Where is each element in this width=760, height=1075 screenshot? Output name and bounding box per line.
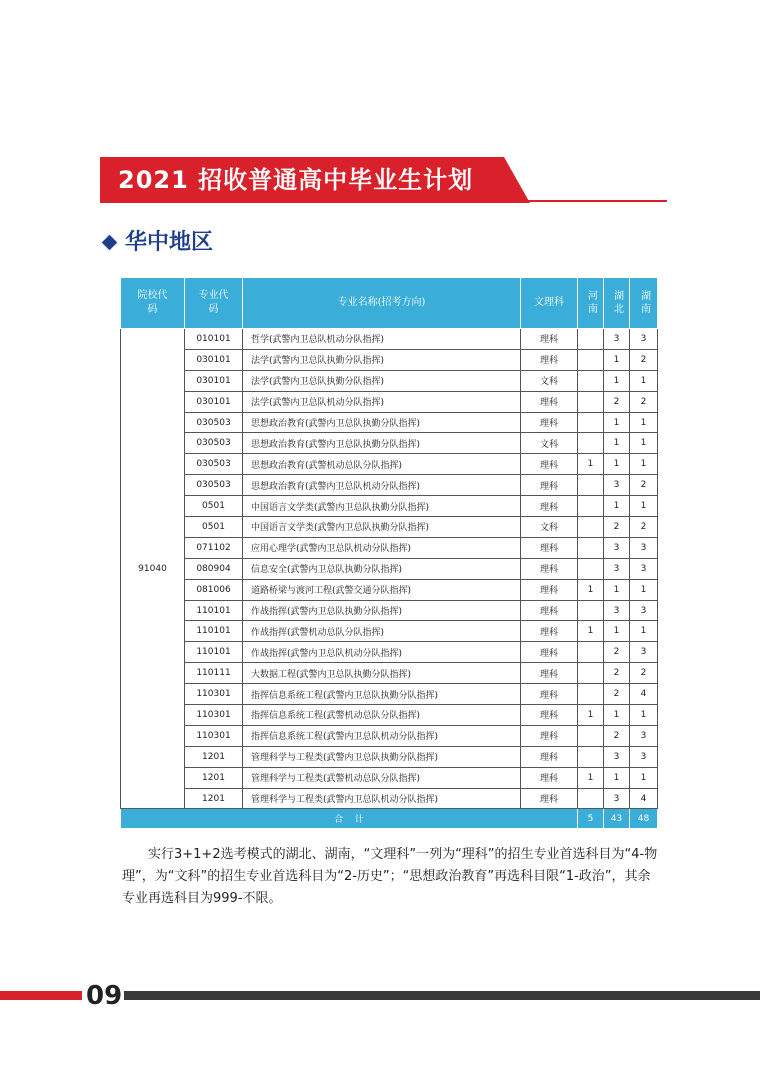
- table-row: [121, 746, 658, 767]
- hunan-cell: 3: [630, 725, 658, 746]
- track-cell: 理科: [521, 558, 578, 579]
- track-cell: 理科: [521, 642, 578, 663]
- track-cell: 理科: [521, 621, 578, 642]
- henan-cell: [578, 412, 604, 433]
- hunan-cell: 3: [630, 600, 658, 621]
- table-row: [121, 558, 658, 579]
- hubei-cell: 1: [604, 767, 630, 788]
- hubei-cell: 1: [604, 433, 630, 454]
- hunan-cell: 1: [630, 496, 658, 517]
- major-code-cell: 110111: [185, 663, 243, 684]
- track-cell: 文科: [521, 370, 578, 391]
- hubei-cell: 3: [604, 329, 630, 350]
- hubei-cell: 2: [604, 725, 630, 746]
- section-title: 华中地区: [125, 230, 214, 255]
- hubei-cell: 3: [604, 558, 630, 579]
- header-hubei: 湖北: [604, 278, 630, 329]
- hubei-cell: 1: [604, 496, 630, 517]
- hubei-cell: 1: [604, 705, 630, 726]
- diamond-bullet-icon: [102, 234, 118, 250]
- page-number: 09: [86, 981, 123, 1011]
- major-code-cell: 110301: [185, 684, 243, 705]
- track-cell: 理科: [521, 454, 578, 475]
- track-cell: 理科: [521, 746, 578, 767]
- major-name-cell: 管理科学与工程类(武警机动总队分队指挥): [243, 767, 521, 788]
- title-underline: [100, 200, 667, 202]
- track-cell: 理科: [521, 705, 578, 726]
- track-cell: 理科: [521, 537, 578, 558]
- notes-text: 实行3+1+2选考模式的湖北、湖南，“文理科”一列为“理科”的招生专业首选科目为“4-物理”，为“文科”的招生专业首选科目为“2-历史”；“思想政治教育”再选科目限“1-政治”，其余专业再选科目为999-不限。: [122, 847, 658, 906]
- major-name-cell: 中国语言文学类(武警内卫总队执勤分队指挥): [243, 517, 521, 538]
- henan-cell: [578, 684, 604, 705]
- header-school-code: 院校代码: [121, 278, 185, 329]
- henan-cell: [578, 788, 604, 809]
- major-code-cell: 0501: [185, 517, 243, 538]
- major-code-cell: 110101: [185, 621, 243, 642]
- henan-cell: [578, 558, 604, 579]
- major-code-cell: 030503: [185, 454, 243, 475]
- hubei-cell: 1: [604, 454, 630, 475]
- hubei-cell: 2: [604, 642, 630, 663]
- track-cell: 理科: [521, 663, 578, 684]
- henan-cell: 1: [578, 579, 604, 600]
- hubei-cell: 3: [604, 788, 630, 809]
- hunan-cell: 4: [630, 788, 658, 809]
- table-row: [121, 725, 658, 746]
- total-row: [121, 809, 658, 829]
- henan-cell: [578, 725, 604, 746]
- table-row: [121, 705, 658, 726]
- henan-cell: 1: [578, 454, 604, 475]
- henan-cell: [578, 349, 604, 370]
- major-code-cell: 110301: [185, 725, 243, 746]
- hubei-cell: 3: [604, 746, 630, 767]
- table-row: [121, 600, 658, 621]
- hubei-cell: 2: [604, 517, 630, 538]
- major-name-cell: 应用心理学(武警内卫总队机动分队指挥): [243, 537, 521, 558]
- header-hunan: 湖南: [630, 278, 658, 329]
- hunan-cell: 4: [630, 684, 658, 705]
- major-code-cell: 030101: [185, 370, 243, 391]
- hunan-cell: 2: [630, 517, 658, 538]
- hunan-cell: 2: [630, 663, 658, 684]
- total-hunan-cell: 48: [630, 809, 658, 829]
- major-name-cell: 指挥信息系统工程(武警内卫总队执勤分队指挥): [243, 684, 521, 705]
- school-code-cell: 91040: [121, 329, 185, 809]
- table-row: [121, 642, 658, 663]
- major-name-cell: 指挥信息系统工程(武警机动总队分队指挥): [243, 705, 521, 726]
- major-code-cell: 0501: [185, 496, 243, 517]
- track-cell: 文科: [521, 517, 578, 538]
- footer-red-bar: [0, 991, 82, 1000]
- hunan-cell: 1: [630, 370, 658, 391]
- table-row: [121, 788, 658, 809]
- track-cell: 文科: [521, 433, 578, 454]
- henan-cell: 1: [578, 767, 604, 788]
- henan-cell: [578, 496, 604, 517]
- major-name-cell: 思想政治教育(武警机动总队分队指挥): [243, 454, 521, 475]
- henan-cell: 1: [578, 705, 604, 726]
- hunan-cell: 3: [630, 746, 658, 767]
- table-row: [121, 517, 658, 538]
- henan-cell: [578, 600, 604, 621]
- total-label: 合 计: [121, 809, 578, 829]
- table-row: [121, 496, 658, 517]
- major-code-cell: 030101: [185, 349, 243, 370]
- hunan-cell: 3: [630, 329, 658, 350]
- footer-gray-bar: [124, 991, 760, 1000]
- table-row: [121, 391, 658, 412]
- section-heading: [100, 228, 213, 258]
- major-name-cell: 作战指挥(武警内卫总队机动分队指挥): [243, 642, 521, 663]
- major-code-cell: 030503: [185, 412, 243, 433]
- major-code-cell: 080904: [185, 558, 243, 579]
- hunan-cell: 3: [630, 558, 658, 579]
- track-cell: 理科: [521, 391, 578, 412]
- table-row: [121, 329, 658, 350]
- henan-cell: [578, 433, 604, 454]
- track-cell: 理科: [521, 767, 578, 788]
- table-row: [121, 454, 658, 475]
- hubei-cell: 1: [604, 349, 630, 370]
- major-name-cell: 法学(武警内卫总队执勤分队指挥): [243, 349, 521, 370]
- header-major-code: 专业代码: [185, 278, 243, 329]
- table-row: [121, 621, 658, 642]
- henan-cell: [578, 329, 604, 350]
- track-cell: 理科: [521, 788, 578, 809]
- henan-cell: [578, 475, 604, 496]
- major-code-cell: 1201: [185, 746, 243, 767]
- total-henan-cell: 5: [578, 809, 604, 829]
- table-row: [121, 767, 658, 788]
- table-header-row: [121, 278, 658, 329]
- table-row: [121, 684, 658, 705]
- major-name-cell: 指挥信息系统工程(武警内卫总队机动分队指挥): [243, 725, 521, 746]
- table-row: [121, 412, 658, 433]
- henan-cell: [578, 517, 604, 538]
- hunan-cell: 1: [630, 412, 658, 433]
- hubei-cell: 1: [604, 412, 630, 433]
- track-cell: 理科: [521, 475, 578, 496]
- hunan-cell: 2: [630, 391, 658, 412]
- track-cell: 理科: [521, 684, 578, 705]
- table-row: [121, 663, 658, 684]
- major-name-cell: 作战指挥(武警机动总队分队指挥): [243, 621, 521, 642]
- hunan-cell: 1: [630, 767, 658, 788]
- major-code-cell: 110101: [185, 642, 243, 663]
- title-banner: [100, 157, 530, 203]
- henan-cell: [578, 370, 604, 391]
- hunan-cell: 1: [630, 579, 658, 600]
- major-code-cell: 030503: [185, 475, 243, 496]
- major-name-cell: 法学(武警内卫总队机动分队指挥): [243, 391, 521, 412]
- major-code-cell: 030101: [185, 391, 243, 412]
- henan-cell: 1: [578, 621, 604, 642]
- track-cell: 理科: [521, 349, 578, 370]
- hunan-cell: 1: [630, 705, 658, 726]
- hunan-cell: 1: [630, 433, 658, 454]
- major-name-cell: 思想政治教育(武警内卫总队执勤分队指挥): [243, 412, 521, 433]
- hubei-cell: 1: [604, 621, 630, 642]
- track-cell: 理科: [521, 725, 578, 746]
- enrollment-plan-table: [120, 277, 658, 829]
- major-code-cell: 1201: [185, 788, 243, 809]
- major-code-cell: 071102: [185, 537, 243, 558]
- major-code-cell: 1201: [185, 767, 243, 788]
- major-name-cell: 作战指挥(武警内卫总队执勤分队指挥): [243, 600, 521, 621]
- major-name-cell: 法学(武警内卫总队执勤分队指挥): [243, 370, 521, 391]
- track-cell: 理科: [521, 600, 578, 621]
- track-cell: 理科: [521, 329, 578, 350]
- table-row: [121, 537, 658, 558]
- track-cell: 理科: [521, 579, 578, 600]
- major-code-cell: 110301: [185, 705, 243, 726]
- hubei-cell: 2: [604, 391, 630, 412]
- hunan-cell: 1: [630, 454, 658, 475]
- major-name-cell: 中国语言文学类(武警内卫总队执勤分队指挥): [243, 496, 521, 517]
- major-name-cell: 道路桥梁与渡河工程(武警交通分队指挥): [243, 579, 521, 600]
- table-row: [121, 475, 658, 496]
- hunan-cell: 3: [630, 642, 658, 663]
- major-name-cell: 思想政治教育(武警内卫总队机动分队指挥): [243, 475, 521, 496]
- hunan-cell: 2: [630, 475, 658, 496]
- major-name-cell: 信息安全(武警内卫总队执勤分队指挥): [243, 558, 521, 579]
- major-code-cell: 030503: [185, 433, 243, 454]
- major-code-cell: 010101: [185, 329, 243, 350]
- table-body: [121, 329, 658, 829]
- header-henan: 河南: [578, 278, 604, 329]
- hunan-cell: 2: [630, 349, 658, 370]
- track-cell: 理科: [521, 496, 578, 517]
- table-row: [121, 349, 658, 370]
- hubei-cell: 3: [604, 475, 630, 496]
- hunan-cell: 3: [630, 537, 658, 558]
- henan-cell: [578, 391, 604, 412]
- henan-cell: [578, 663, 604, 684]
- hubei-cell: 3: [604, 537, 630, 558]
- major-name-cell: 管理科学与工程类(武警内卫总队机动分队指挥): [243, 788, 521, 809]
- notes: [122, 844, 662, 910]
- major-code-cell: 081006: [185, 579, 243, 600]
- header-major-name: 专业名称(招考方向): [243, 278, 521, 329]
- major-name-cell: 大数据工程(武警内卫总队执勤分队指挥): [243, 663, 521, 684]
- henan-cell: [578, 537, 604, 558]
- total-hubei-cell: 43: [604, 809, 630, 829]
- hunan-cell: 1: [630, 621, 658, 642]
- hubei-cell: 1: [604, 370, 630, 391]
- hubei-cell: 1: [604, 579, 630, 600]
- header-track: 文理科: [521, 278, 578, 329]
- major-name-cell: 管理科学与工程类(武警内卫总队执勤分队指挥): [243, 746, 521, 767]
- track-cell: 理科: [521, 412, 578, 433]
- hubei-cell: 2: [604, 684, 630, 705]
- henan-cell: [578, 746, 604, 767]
- major-name-cell: 思想政治教育(武警内卫总队执勤分队指挥): [243, 433, 521, 454]
- major-code-cell: 110101: [185, 600, 243, 621]
- page-title: 2021 招收普通高中毕业生计划: [118, 166, 474, 194]
- hubei-cell: 2: [604, 663, 630, 684]
- table-row: [121, 579, 658, 600]
- hubei-cell: 3: [604, 600, 630, 621]
- table-row: [121, 370, 658, 391]
- major-name-cell: 哲学(武警内卫总队机动分队指挥): [243, 329, 521, 350]
- henan-cell: [578, 642, 604, 663]
- table-row: [121, 433, 658, 454]
